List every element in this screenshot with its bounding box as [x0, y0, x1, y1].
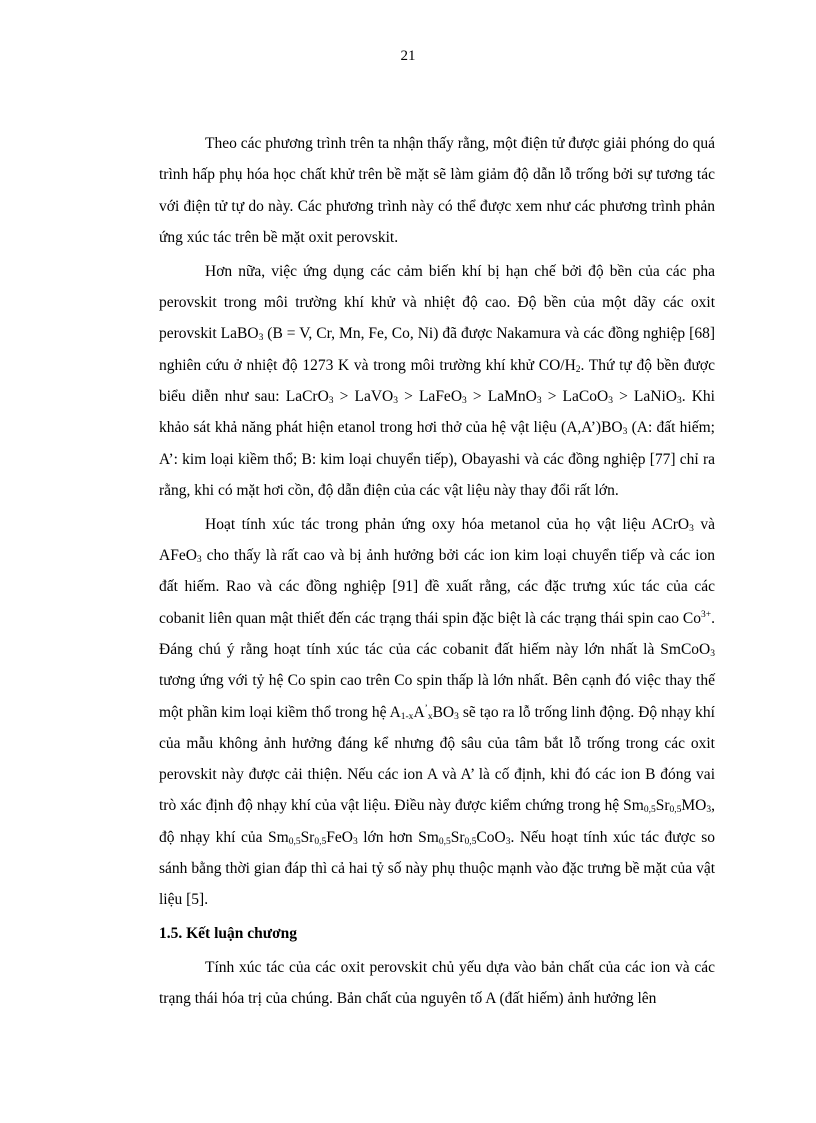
section-heading: 1.5. Kết luận chương: [159, 925, 298, 943]
paragraph-2: Hơn nữa, việc ứng dụng các cảm biến khí bị hạn chế bởi độ bền của các pha perovskit trong môi trường khí khử và nhiệt độ cao. Độ bền của một dãy các oxit perovskit LaBO$_3$ (B = V, Cr, Mn, Fe, Co, Ni) đã được Nakamura và các đồng nghiệp [68] nghiên cứu ở nhiệt độ 1273 K và trong môi trường khí khử $CO/H_2$. Thứ tự độ bền được biểu diễn như sau: LaCrO$_3$ > LaVO$_3$ > LaFeO$_3$ > LaMnO$_3$ > LaCoO$_3$ > LaNiO$_3$. Khi khảo sát khả năng phát hiện etanol trong hơi thở của hệ vật liệu $(A,A’)BO_3$ (A: đất hiếm; A’: kim loại kiềm thổ; B: kim loại chuyển tiếp), Obayashi và các đồng nghiệp [77] chỉ ra rằng, khi có mặt hơi cồn, độ dẫn điện của các vật liệu này thay đổi rất lớn.: [159, 262, 715, 499]
paragraph-4: Tính xúc tác của các oxit perovskit chủ yếu dựa vào bản chất của các ion và các trạng thái hóa trị của chúng. Bản chất của nguyên tố A (đất hiếm) ảnh hưởng lên: [159, 958, 715, 1007]
page-body: [159, 128, 715, 1017]
paragraph-3: Hoạt tính xúc tác trong phản ứng oxy hóa metanol của họ vật liệu ACrO$_3$ và AFeO$_3$ cho thấy là rất cao và bị ảnh hưởng bởi các ion kim loại chuyển tiếp và các ion đất hiếm. Rao và các đồng nghiệp [91] đề xuất rằng, các đặc trưng xúc tác của các cobanit liên quan mật thiết đến các trạng thái spin đặc biệt là các trạng thái spin cao $Co^{3+}$. Đáng chú ý rằng hoạt tính xúc tác của các cobanit đất hiếm này lớn nhất là SmCoO$_3$ tương ứng với tỷ hệ Co spin cao trên Co spin thấp là lớn nhất. Bên cạnh đó việc thay thế một phần kim loại kiềm thổ trong hệ $A_{1-x}A^’_xBO_3$ sẽ tạo ra lỗ trống linh động. Độ nhạy khí của mẫu không ảnh hưởng đáng kể nhưng độ sâu của tâm bắt lỗ trống trong các oxit perovskit này được cải thiện. Nếu các ion A và A’ là cố định, khi đó các ion B đóng vai trò xác định độ nhạy khí của vật liệu. Điều này được kiểm chứng trong hệ $Sm_{0,5}Sr_{0,5}MO_3$, độ nhạy khí của $Sm_{0,5}Sr_{0,5}FeO_3$ lớn hơn $Sm_{0,5}Sr_{0,5}CoO_3$. Nếu hoạt tính xúc tác được so sánh bằng thời gian đáp thì cả hai tỷ số này phụ thuộc mạnh vào đặc trưng bề mặt của vật liệu [5].: [159, 515, 715, 909]
page-number: 21: [400, 48, 416, 64]
paragraph-1: Theo các phương trình trên ta nhận thấy rằng, một điện tử được giải phóng do quá trình hấp phụ hóa học chất khử trên bề mặt sẽ làm giảm độ dẫn lỗ trống bởi sự tương tác với điện tử tự do này. Các phương trình này có thể được xem như các phương trình phản ứng xúc tác trên bề mặt oxit perovskit.: [159, 135, 715, 246]
